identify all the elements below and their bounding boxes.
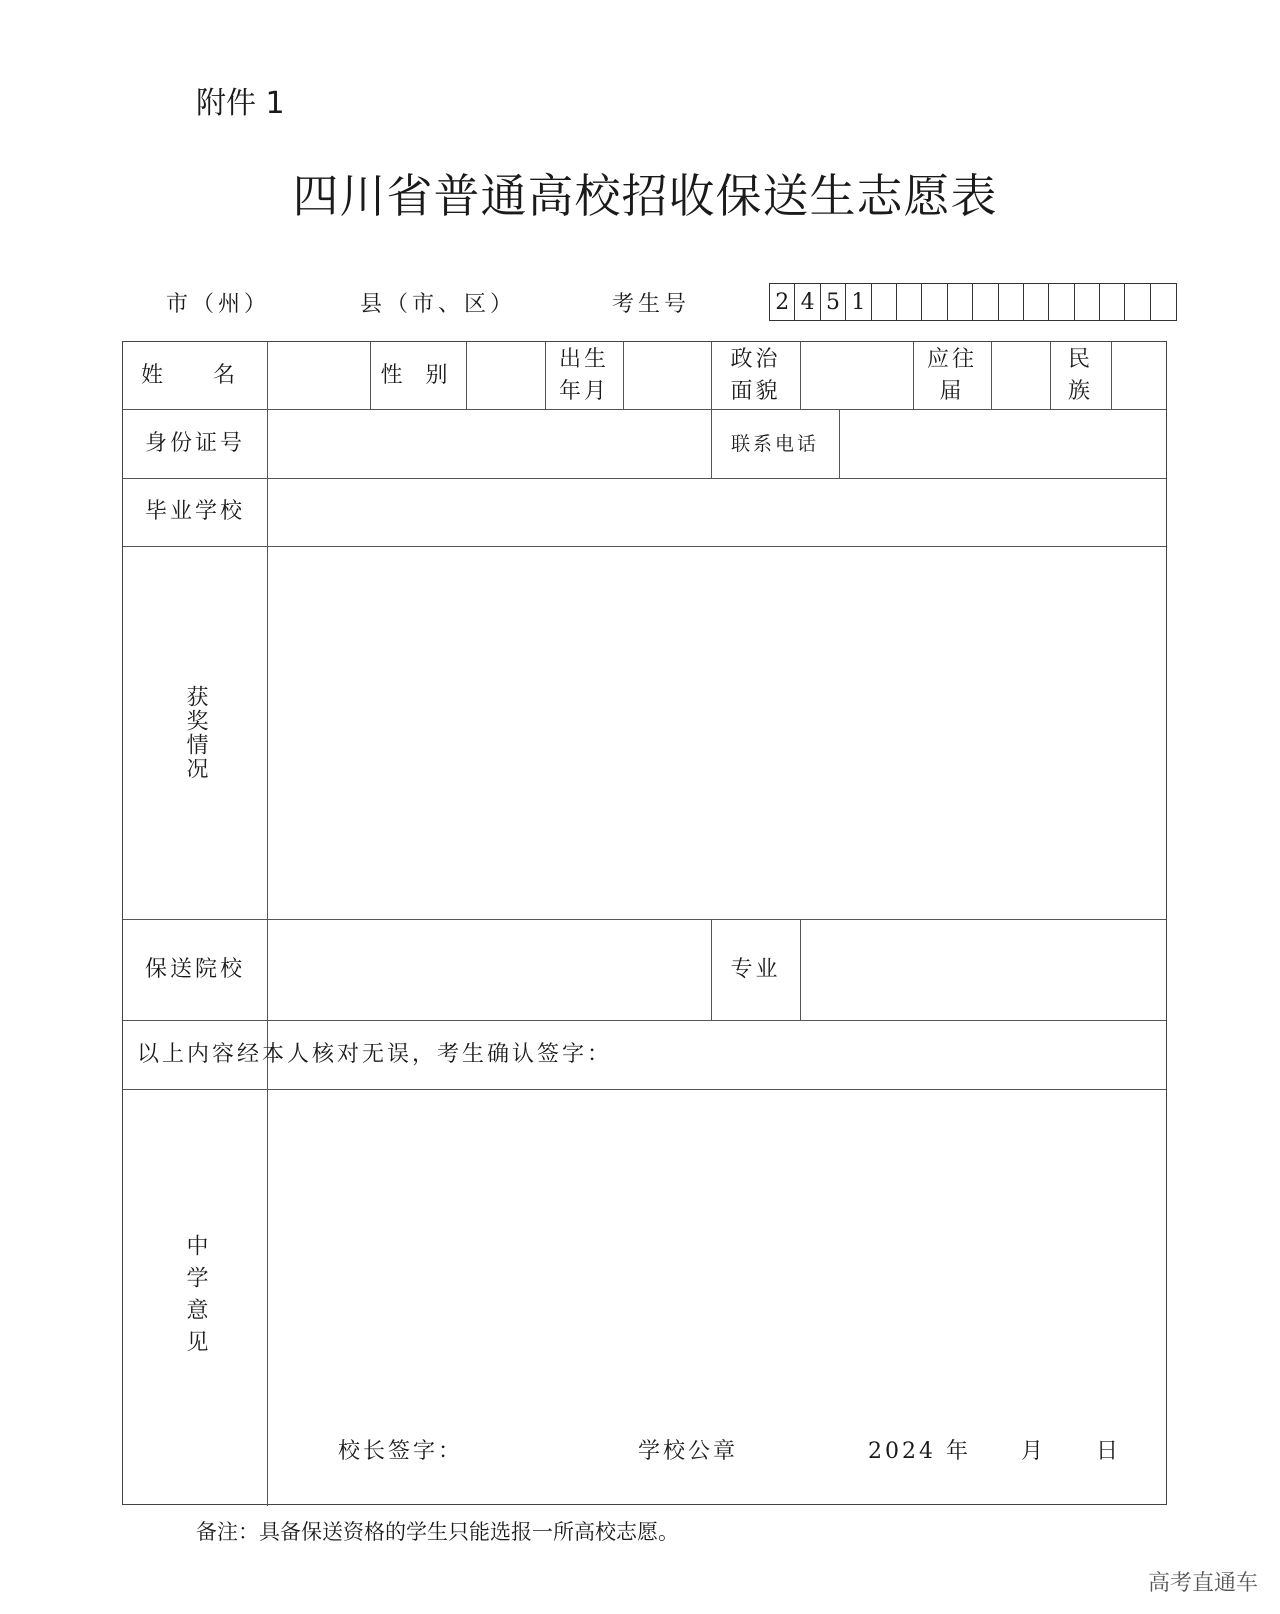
attachment-label: 附件 1: [196, 86, 285, 121]
exam-no-digit-cell[interactable]: [1024, 284, 1049, 320]
confirm-signature-label: 以上内容经本人核对无误，考生确认签字：: [137, 1041, 613, 1067]
exam-no-digit-cell[interactable]: [897, 284, 922, 320]
exam-no-digit-cell[interactable]: [1100, 284, 1125, 320]
watermark: 高考直通车: [1148, 1571, 1259, 1596]
exam-no-digit-cell[interactable]: 2: [770, 284, 795, 320]
exam-no-boxes[interactable]: [769, 283, 1177, 321]
footnote: 备注：具备保送资格的学生只能选报一所高校志愿。: [196, 1520, 679, 1544]
grad-type-label: 应往届: [927, 346, 978, 404]
exam-no-digit-cell[interactable]: [872, 284, 897, 320]
name-label: 姓 名: [140, 362, 249, 388]
exam-no-digit-cell[interactable]: [922, 284, 947, 320]
date-label: 2024 年 月 日: [868, 1439, 1121, 1464]
id-no-label: 身份证号: [144, 430, 245, 456]
exam-no-digit-cell[interactable]: [1151, 284, 1176, 320]
exam-no-digit-cell[interactable]: 4: [795, 284, 820, 320]
school-opinion-label: 中学意见: [183, 1233, 208, 1362]
county-label: 县（市、区）: [360, 292, 517, 317]
exam-no-digit-cell[interactable]: 5: [821, 284, 846, 320]
phone-label: 联系电话: [730, 432, 819, 455]
principal-signature-label: 校长签字：: [338, 1439, 464, 1464]
exam-no-digit-cell[interactable]: [973, 284, 998, 320]
birth-label: 出生年月: [559, 346, 610, 404]
school-label: 毕业学校: [144, 499, 245, 524]
awards-label: 获奖情况: [183, 684, 208, 781]
city-label: 市（州）: [166, 292, 271, 317]
exam-no-digit-cell[interactable]: [1125, 284, 1150, 320]
major-label: 专业: [730, 956, 781, 982]
exam-no-digit-cell[interactable]: [1075, 284, 1100, 320]
school-seal-label: 学校公章: [638, 1439, 739, 1464]
political-label: 政治面貌: [730, 346, 781, 404]
exam-no-digit-cell[interactable]: [999, 284, 1024, 320]
exam-no-label: 考生号: [612, 292, 691, 317]
target-school-label: 保送院校: [144, 956, 245, 982]
gender-label: 性 别: [380, 362, 456, 388]
application-form-table: [122, 341, 1167, 1505]
page-title: 四川省普通高校招收保送生志愿表: [292, 169, 998, 223]
exam-no-digit-cell[interactable]: 1: [846, 284, 871, 320]
exam-no-digit-cell[interactable]: [1049, 284, 1074, 320]
ethnicity-label: 民族: [1067, 346, 1093, 404]
exam-no-digit-cell[interactable]: [948, 284, 973, 320]
